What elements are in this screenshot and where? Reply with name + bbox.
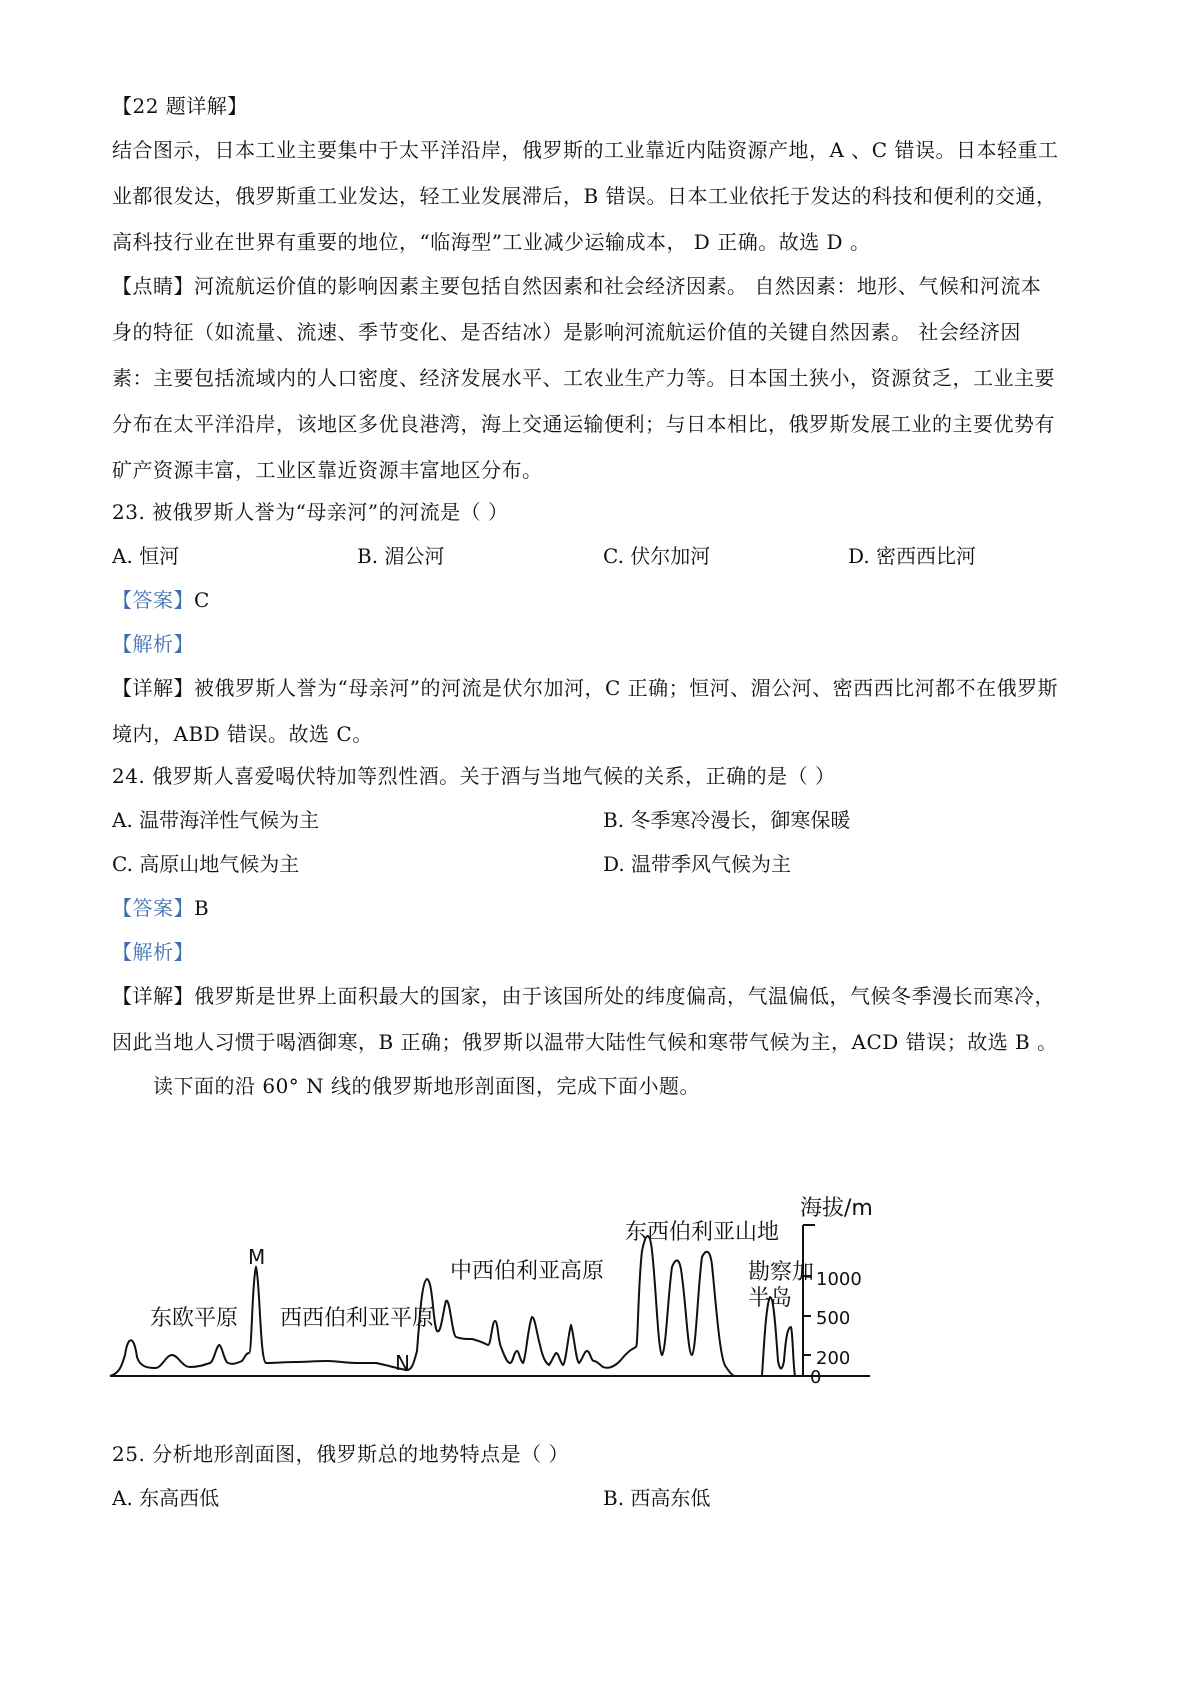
label-point-n: N: [395, 1351, 410, 1375]
dianjing-line: 身的特征（如流量、流速、季节变化、是否结冰）是影响河流航运价值的关键自然因素。 社会经济因: [112, 320, 1021, 344]
q25-option-a: A. 东高西低: [112, 1486, 220, 1510]
y-axis-unit: 海拔/m: [800, 1196, 873, 1221]
q23-analysis-label: 【解析】: [112, 632, 194, 656]
dianjing-line: 素：主要包括流域内的人口密度、经济发展水平、工农业生产力等。日本国土狭小，资源贫乏，工业主要: [112, 366, 1055, 390]
q23-option-d: D. 密西西比河: [848, 544, 977, 568]
answer-label: 【答案】: [112, 588, 194, 612]
q23-detail-line: 【详解】被俄罗斯人誉为“母亲河”的河流是伏尔加河，C 正确；恒河、湄公河、密西西比河都不在俄罗斯: [112, 676, 1059, 700]
answer-value: B: [194, 896, 210, 920]
answer-label: 【答案】: [112, 896, 194, 920]
q24-analysis-label: 【解析】: [112, 940, 194, 964]
q23-option-b: B. 湄公河: [357, 544, 445, 568]
q24-answer: [112, 894, 209, 922]
dianjing-line: 矿产资源丰富，工业区靠近资源丰富地区分布。: [112, 458, 543, 482]
passage-intro: 读下面的沿 60° N 线的俄罗斯地形剖面图，完成下面小题。: [153, 1074, 701, 1098]
label-kamchatka-line2: 半岛: [748, 1286, 793, 1311]
dianjing-line: 【点睛】河流航运价值的影响因素主要包括自然因素和社会经济因素。 自然因素：地形、气候和河流本: [112, 274, 1042, 298]
q22-detail-line: 结合图示，日本工业主要集中于太平洋沿岸，俄罗斯的工业靠近内陆资源产地，A 、C 错误。日本轻重工: [112, 138, 1059, 162]
q22-detail-line: 高科技行业在世界有重要的地位，“临海型”工业减少运输成本， D 正确。故选 D 。: [112, 230, 871, 254]
terrain-profile-figure: [100, 1185, 960, 1385]
q23-option-a: A. 恒河: [112, 544, 180, 568]
q24-detail-line: 因此当地人习惯于喝酒御寒，B 正确；俄罗斯以温带大陆性气候和寒带气候为主，ACD 错误；故选 B 。: [112, 1030, 1058, 1054]
q24-stem: 24. 俄罗斯人喜爱喝伏特加等烈性酒。关于酒与当地气候的关系，正确的是（ ）: [112, 764, 836, 788]
y-tick-label: 1000: [816, 1269, 862, 1290]
label-central-siberian-plateau: 中西伯利亚高原: [450, 1259, 605, 1284]
label-west-siberian-plain: 西西伯利亚平原: [280, 1306, 435, 1331]
q25-stem: 25. 分析地形剖面图，俄罗斯总的地势特点是（ ）: [112, 1442, 570, 1466]
label-east-european-plain: 东欧平原: [150, 1306, 239, 1331]
q24-option-c: C. 高原山地气候为主: [112, 852, 300, 876]
terrain-profile-svg: [100, 1185, 960, 1385]
q25-option-b: B. 西高东低: [603, 1486, 711, 1510]
q24-option-b: B. 冬季寒冷漫长，御寒保暖: [603, 808, 851, 832]
y-tick-label: 500: [816, 1308, 851, 1329]
label-point-m: M: [248, 1245, 266, 1269]
q23-stem: 23. 被俄罗斯人誉为“母亲河”的河流是（ ）: [112, 500, 509, 524]
q22-detail-header: 【22 题详解】: [112, 94, 248, 118]
y-tick-label: 200: [816, 1348, 851, 1369]
answer-value: C: [194, 588, 210, 612]
q23-detail-line: 境内，ABD 错误。故选 C。: [112, 722, 373, 746]
q24-option-a: A. 温带海洋性气候为主: [112, 808, 320, 832]
q23-option-c: C. 伏尔加河: [603, 544, 711, 568]
q22-detail-line: 业都很发达，俄罗斯重工业发达，轻工业发展滞后，B 错误。日本工业依托于发达的科技和便利的交通，: [112, 184, 1057, 208]
y-tick-label: 0: [810, 1367, 822, 1385]
label-kamchatka-line1: 勘察加: [748, 1260, 815, 1285]
dianjing-line: 分布在太平洋沿岸，该地区多优良港湾，海上交通运输便利；与日本相比，俄罗斯发展工业的主要优势有: [112, 412, 1055, 436]
q24-detail-line: 【详解】俄罗斯是世界上面积最大的国家，由于该国所处的纬度偏高，气温偏低，气候冬季漫长而寒冷，: [112, 984, 1055, 1008]
label-east-siberian-mountains: 东西伯利亚山地: [625, 1220, 780, 1245]
q24-option-d: D. 温带季风气候为主: [603, 852, 792, 876]
q23-answer: [112, 586, 210, 614]
